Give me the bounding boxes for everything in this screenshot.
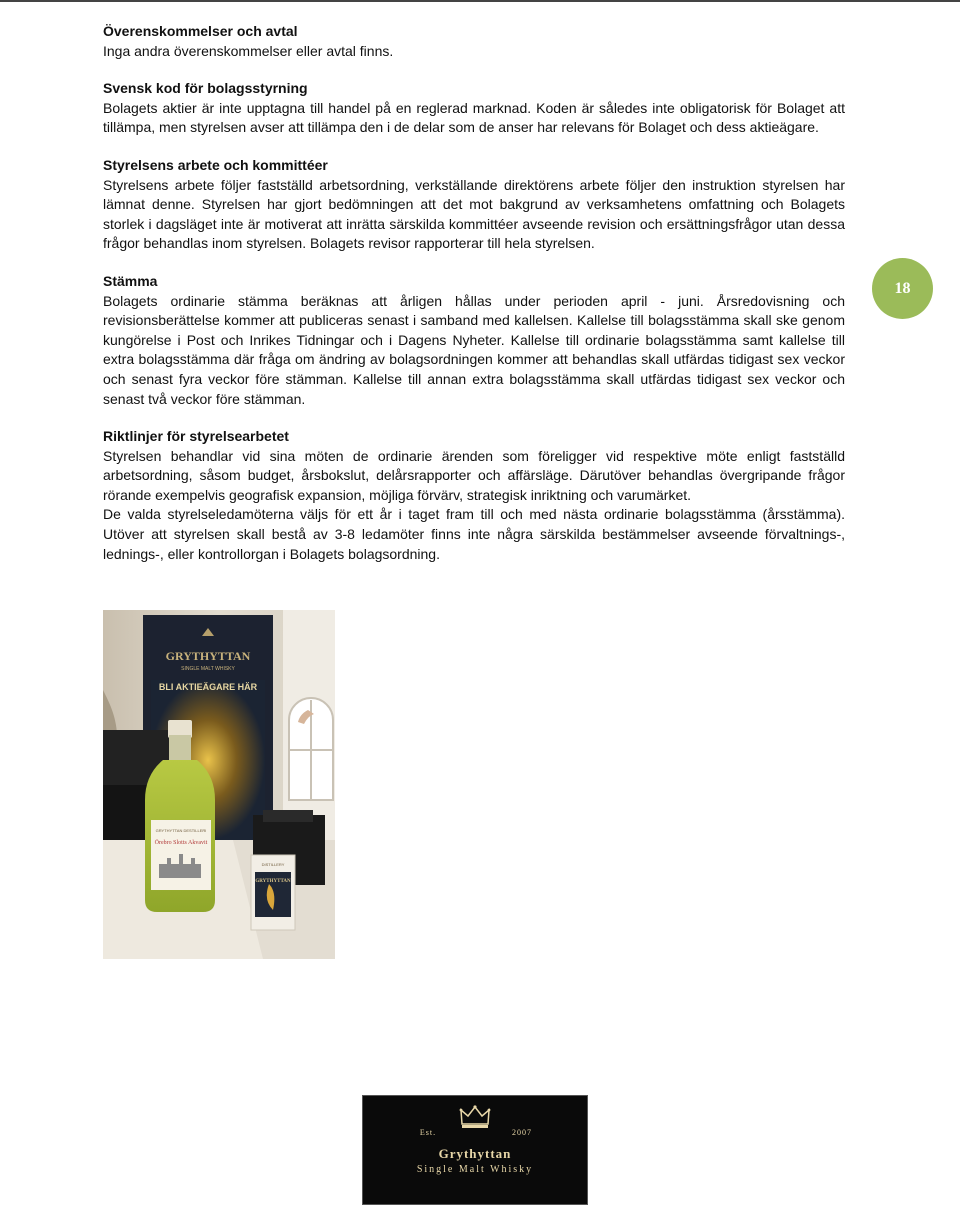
logo-established <box>363 1128 587 1137</box>
section-governance-code <box>103 79 845 138</box>
logo-subtitle: Single Malt Whisky <box>416 1164 534 1175</box>
section-board-work <box>103 156 845 254</box>
section-paragraph: Bolagets aktier är inte upptagna till handel på en reglerad marknad. Koden är således inte obligatorisk för Bolaget att tillämpa, men styrelsen avser att tillämpa den i de delar som de anser har relevans för Bolaget och dess aktieägare. <box>103 99 845 136</box>
box-label: DISTILLERY <box>261 862 285 867</box>
logo-year: 2007 <box>512 1128 532 1137</box>
section-board-guidelines <box>103 427 845 564</box>
section-paragraph: Styrelsen behandlar vid sina möten de ordinarie ärenden som föreligger vid respektive möte enligt fastställd arbetsordning, såsom budget, årsbokslut, delårsrapporter och affärsläge. Därutöver behandlas övergripande frågor rörande exempelvis geografisk expansion, möjliga förvärv, strategisk inriktning och varumärket. <box>103 447 845 503</box>
section-paragraph: De valda styrelseledamöterna väljs för ett år i taget fram till och med nästa ordinarie bolagsstämma (årsstämma). Utöver att styrelsen skall bestå av 3-8 ledamöter finns inte några särskilda bestämmelser avseende förvaltnings-, lednings-, eller kontrollorgan i Bolagets bolagsordning. <box>103 506 845 562</box>
banner-slogan: BLI AKTIEÄGARE HÄR <box>158 682 258 692</box>
company-logo <box>362 1095 588 1205</box>
crown-icon <box>459 1104 491 1130</box>
section-heading: Riktlinjer för styrelsearbetet <box>103 428 289 445</box>
section-heading: Styrelsens arbete och kommittéer <box>103 156 328 173</box>
section-heading: Stämma <box>103 272 158 289</box>
section-paragraph: Inga andra överenskommelser eller avtal finns. <box>103 42 394 59</box>
top-rule <box>0 0 960 2</box>
logo-brand-name: Grythyttan <box>438 1146 512 1161</box>
section-agreements <box>103 22 845 61</box>
section-paragraph: Styrelsens arbete följer fastställd arbetsordning, verkställande direktörens arbete följer den instruktion styrelsen har lämnat denne. Styrelsen har gjort bedömningen att det mot bakgrund av verksamhetens omfattning och Bolagets storlek i dagsläget inte är motiverat att inrätta särskilda kommittéer avseende revision och ersättningsfrågor utan dessa frågor behandlas inom styrelsen. Bolagets revisor rapporterar till hela styrelsen. <box>103 176 845 252</box>
section-paragraph: Bolagets ordinarie stämma beräknas att årligen hållas under perioden april - juni. Årsredovisning och revisionsberättelse kommer att publiceras senast i samband med kallelsen. Kallelse till bolagsstämma skall ske genom kungörelse i Post och Inrikes Tidningar och i Dagens Nyheter. Kallelse till ordinarie bolagsstämma samt kallelse till extra bolagsstämma där fråga om ändring av bolagsordningen kommer att behandlas skall utfärdas tidigast sex veckor och senast fyra veckor före stämman. Kallelse till annan extra bolagsstämma skall utfärdas tidigast sex veckor och senast två veckor före stämman. <box>103 292 845 407</box>
section-heading: Överenskommelser och avtal <box>103 23 298 39</box>
document-body <box>103 22 845 582</box>
banner-brand: GRYTHYTTAN <box>165 649 251 663</box>
bottle-label-top: GRYTHYTTAN DESTILLERI <box>155 828 207 833</box>
banner-subtitle: SINGLE MALT WHISKY <box>181 666 235 672</box>
page-number-badge: 18 <box>872 258 933 319</box>
logo-est-label: Est. <box>419 1128 437 1137</box>
section-heading: Svensk kod för bolagsstyrning <box>103 80 308 97</box>
bottle-label-main: Örebro Slotts Akvavit <box>154 840 208 846</box>
section-general-meeting <box>103 272 845 409</box>
product-photo <box>103 610 335 959</box>
box-brand: GRYTHYTTAN <box>255 879 291 884</box>
